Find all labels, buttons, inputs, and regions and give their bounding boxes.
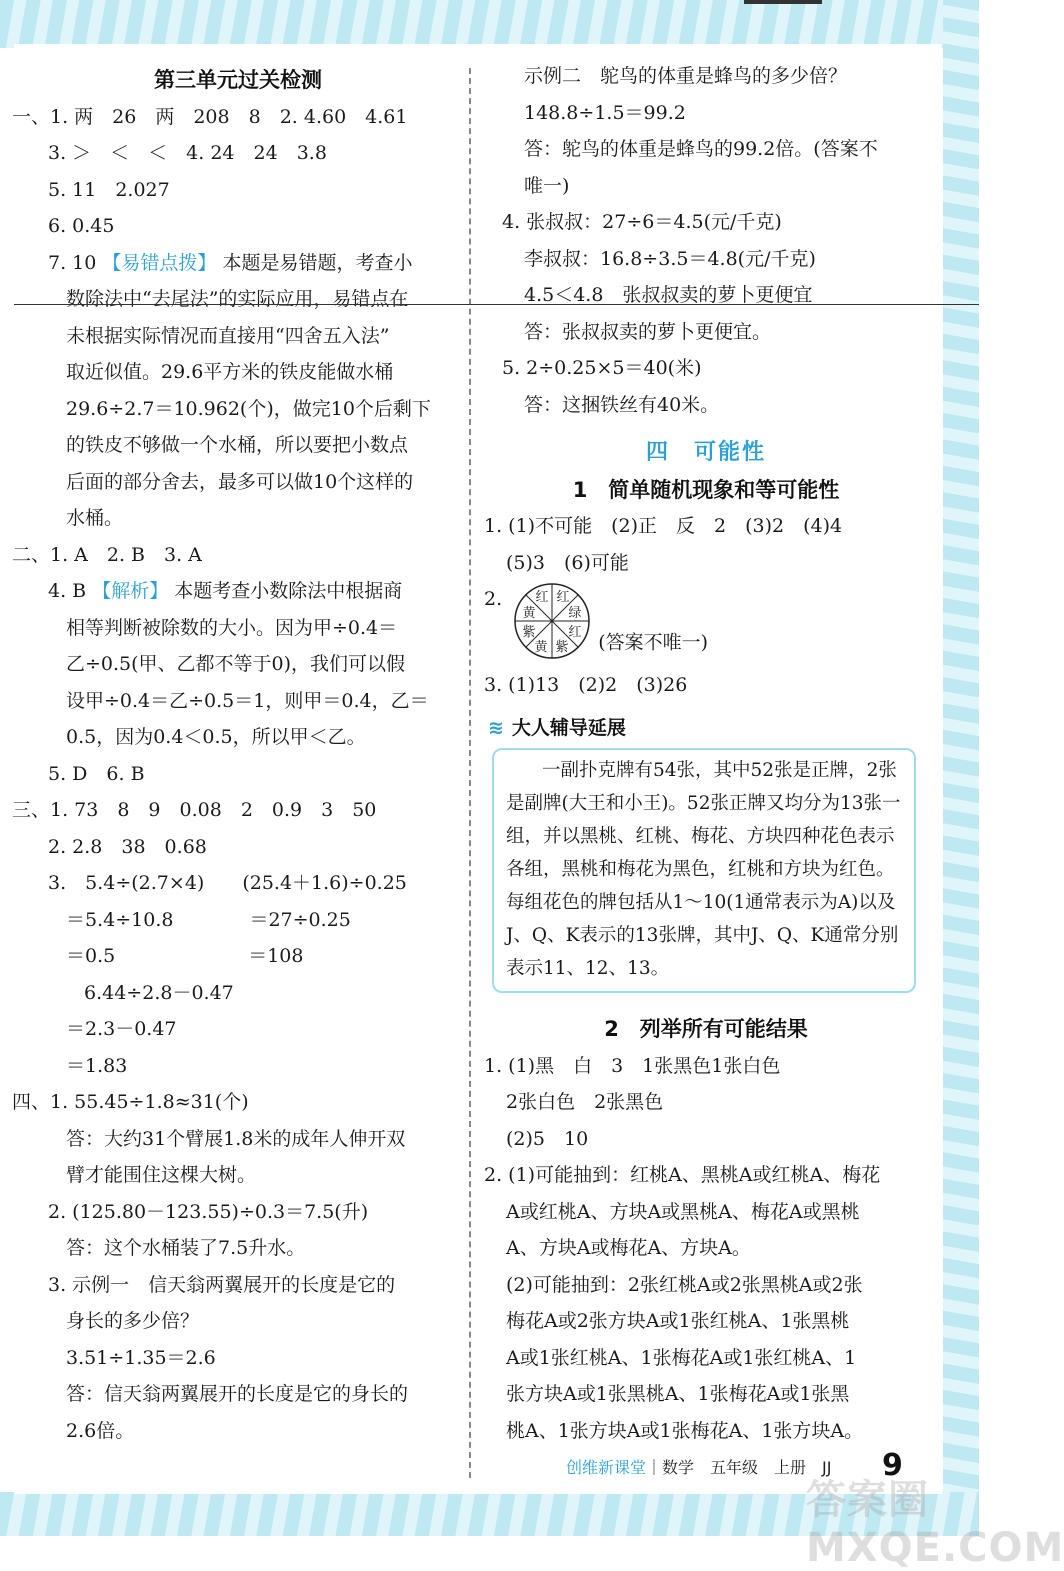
tutoring-box-text: 一副扑克牌有54张，其中52张是正牌，2张是副牌(大王和小王)。52张正牌又均分为13张一组，并以黑桃、红桃、梅花、方块四种花色表示各组，黑桃和梅花为黑色，红桃和方块为红色。每组花色的牌包括从1～10(1通常表示为A)以及J、Q、K表示的13张牌，其中J、Q、K通常分别表示11、12、13。 — [492, 748, 916, 993]
page-sheet — [14, 44, 942, 1494]
answer-line: 3. (1)13 (2)2 (3)26 — [484, 674, 688, 696]
top-wave-border — [0, 0, 979, 48]
answer-line: 答：鸵鸟的体重是蜂鸟的99.2倍。(答案不 — [524, 138, 878, 160]
unit3-test-title: 第三单元过关检测 — [154, 68, 322, 92]
answer-line: 四、1. 55.45÷1.8≈31(个) — [12, 1091, 249, 1113]
answer-line: 3.51÷1.35＝2.6 — [66, 1346, 216, 1369]
wave-icon: ≋ — [488, 716, 504, 739]
answer-line: 水桶。 — [66, 507, 124, 529]
wheel-label: 红 — [568, 625, 582, 640]
answer-line: 乙÷0.5(甲、乙都不等于0)，我们可以假 — [66, 653, 406, 675]
wheel-label: 紫 — [522, 625, 536, 640]
unit4-title: 四 可能性 — [645, 440, 766, 465]
answer-line: 示例二 鸵鸟的体重是蜂鸟的多少倍？ — [524, 65, 848, 87]
answer-line: 唯一) — [524, 174, 570, 197]
answer-line: 取近似值。29.6平方米的铁皮能做水桶 — [66, 361, 394, 383]
answer-line: 2. (1)可能抽到：红桃A、黑桃A或红桃A、梅花 — [484, 1164, 881, 1186]
answer-line: 身长的多少倍？ — [66, 1310, 200, 1332]
answer-line: A或1张红桃A、1张梅花A或1张红桃A、1 — [506, 1346, 857, 1369]
answer-line: 2张白色 2张黑色 — [506, 1091, 664, 1113]
top-tab-mark — [744, 0, 822, 4]
answer-line: ＝1.83 — [66, 1054, 128, 1077]
tutoring-box-title: 大人辅导延展 — [511, 716, 626, 739]
site-watermark: 答案圈 MXQE.COM — [806, 1477, 1064, 1571]
error-tip-text: 本题是易错题，考查小 — [222, 251, 413, 274]
wheel-label: 紫 — [555, 640, 569, 655]
answer-line: 一、1. 两 26 两 208 8 2. 4.60 4.61 — [12, 105, 408, 128]
wheel-label: 黄 — [522, 606, 536, 621]
answer-line: 后面的部分舍去，最多可以做10个这样的 — [66, 470, 414, 493]
answer-line: 设甲÷0.4＝乙÷0.5＝1，则甲＝0.4，乙＝ — [66, 689, 429, 712]
answer-line: 5. 11 2.027 — [48, 178, 170, 201]
answer-line: 梅花A或2张方块A或1张红桃A、1张黑桃 — [506, 1310, 850, 1332]
answer-line: 臂才能围住这棵大树。 — [66, 1164, 257, 1186]
answer-line: 答：信天翁两翼展开的长度是它的身长的 — [66, 1383, 409, 1405]
answer-line: (2)5 10 — [506, 1127, 589, 1150]
answer-line: 数除法中“去尾法”的实际应用，易错点在 — [66, 288, 409, 310]
footer-brand: 创维新课堂 — [566, 1458, 647, 1477]
answer-line: 2.6倍。 — [66, 1419, 135, 1442]
answer-line: ＝0.5 ＝108 — [66, 945, 304, 967]
answer-line: 1. (1)不可能 (2)正 反 2 (3)2 (4)4 — [484, 515, 843, 537]
answer-text: 4. B — [48, 580, 87, 602]
wheel-label: 绿 — [568, 606, 582, 621]
footer-subject: 数学 五年级 上册 JJ — [662, 1458, 832, 1477]
answer-line: 3. 5.4÷(2.7×4) (25.4＋1.6)÷0.25 — [48, 872, 407, 894]
answer-line: 0.5，因为0.4＜0.5，所以甲＜乙。 — [66, 726, 366, 748]
horizontal-rule — [14, 304, 979, 305]
answer-line: 2. (125.80－123.55)÷0.3＝7.5(升) — [48, 1200, 369, 1223]
answer-line: 5. D 6. B — [48, 762, 145, 785]
wheel-label: 黄 — [534, 640, 548, 655]
answer-line: A或红桃A、方块A或黑桃A、梅花A或黑桃 — [506, 1200, 860, 1223]
answer-line: A、方块A或梅花A、方块A。 — [506, 1237, 751, 1259]
answer-line: 答：大约31个臂展1.8米的成年人伸开双 — [66, 1127, 406, 1150]
answer-line: 答：这捆铁丝有40米。 — [524, 393, 720, 416]
right-column — [484, 44, 916, 1449]
answer-line: 1. (1)黑 白 3 1张黑色1张白色 — [484, 1054, 781, 1077]
section1-title: 1 简单随机现象和等可能性 — [572, 477, 840, 502]
answer-text: 7. 10 — [48, 251, 97, 274]
answer-line: 二、1. A 2. B 3. A — [12, 543, 202, 566]
answer-line: ＝2.3－0.47 — [66, 1018, 177, 1040]
page-number: 9 — [882, 1448, 903, 1483]
answer-line: 148.8÷1.5＝99.2 — [524, 101, 686, 124]
left-column — [12, 44, 448, 1449]
spinner-wheel — [512, 581, 592, 661]
analysis-text: 本题考查小数除法中根据商 — [174, 580, 403, 602]
answer-text: 2. — [484, 588, 503, 610]
answer-line: 4.5＜4.8 张叔叔卖的萝卜更便宜 — [524, 284, 813, 306]
footer-sep: ｜ — [646, 1458, 663, 1477]
error-tip-tag: 【易错点拨】 — [102, 251, 217, 274]
answer-line: 三、1. 73 8 9 0.08 2 0.9 3 50 — [12, 799, 377, 821]
answer-line: 张方块A或1张黑桃A、1张梅花A或1张黑 — [506, 1383, 850, 1405]
section2-title: 2 列举所有可能结果 — [604, 1017, 808, 1041]
wheel-label: 红 — [556, 590, 570, 605]
column-divider — [469, 68, 471, 1478]
answer-line: ＝5.4÷10.8 ＝27÷0.25 — [66, 908, 351, 931]
answer-line: 3. ＞ ＜ ＜ 4. 24 24 3.8 — [48, 142, 327, 164]
answer-line: 未根据实际情况而直接用“四舍五入法” — [66, 324, 390, 347]
answer-note: (答案不唯一) — [598, 631, 709, 654]
answer-line: 5. 2÷0.25×5＝40(米) — [502, 357, 702, 379]
answer-line: 3. 示例一 信天翁两翼展开的长度是它的 — [48, 1273, 396, 1296]
answer-line: 相等判断被除数的大小。因为甲÷0.4＝ — [66, 616, 398, 639]
answer-line: 李叔叔：16.8÷3.5＝4.8(元/千克) — [524, 247, 816, 270]
answer-line — [28, 245, 448, 282]
answer-line: 答：这个水桶装了7.5升水。 — [66, 1237, 306, 1259]
wheel-label: 红 — [535, 590, 549, 605]
analysis-tag: 【解析】 — [92, 580, 169, 602]
answer-line: 29.6÷2.7＝10.962(个)，做完10个后剩下 — [66, 397, 431, 420]
answer-line: 6. 0.45 — [48, 215, 115, 237]
answer-line: 6.44÷2.8－0.47 — [84, 981, 234, 1004]
answer-line: 答：张叔叔卖的萝卜更便宜。 — [524, 320, 772, 343]
answer-line: 的铁皮不够做一个水桶，所以要把小数点 — [66, 434, 409, 456]
answer-line — [28, 573, 448, 610]
right-wave-border — [943, 0, 979, 1536]
tutoring-box-header — [488, 710, 916, 747]
answer-line: 桃A、1张方块A或1张梅花A、1张方块A。 — [506, 1419, 864, 1442]
answer-line: (2)可能抽到：2张红桃A或2张黑桃A或2张 — [506, 1273, 863, 1296]
answer-line: 4. 张叔叔：27÷6＝4.5(元/千克) — [502, 211, 782, 233]
page-footer — [566, 1455, 831, 1478]
answer-line: 2. 2.8 38 0.68 — [48, 835, 207, 858]
answer-line: (5)3 (6)可能 — [506, 551, 629, 574]
spinner-answer — [484, 581, 916, 667]
